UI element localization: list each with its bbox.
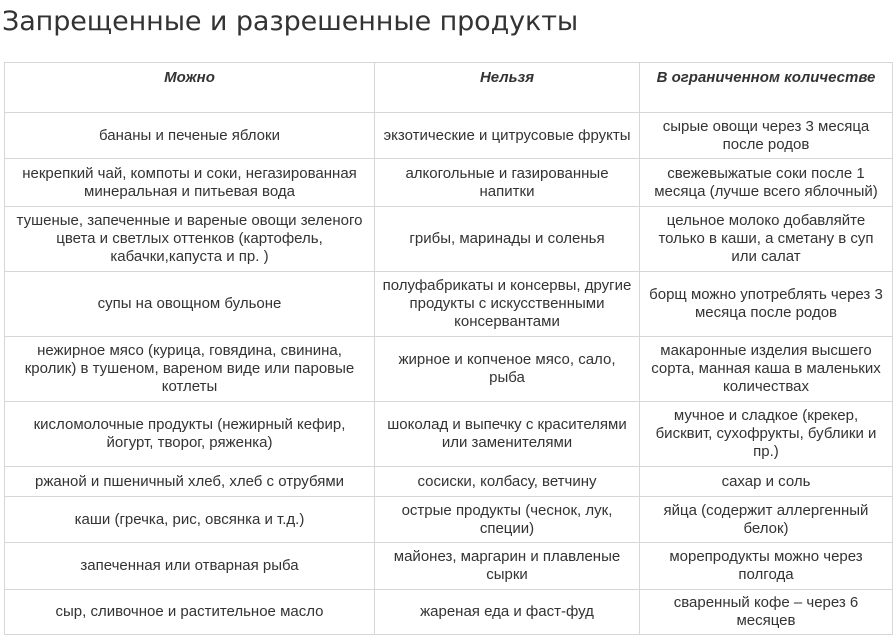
cell-forbidden: жареная еда и фаст-фуд	[375, 590, 640, 635]
cell-allowed: каши (гречка, рис, овсянка и т.д.)	[5, 497, 375, 543]
cell-forbidden: экзотические и цитрусовые фрукты	[375, 113, 640, 159]
cell-limited: сырые овощи через 3 месяца после родов	[640, 113, 893, 159]
table-row	[5, 590, 893, 635]
cell-allowed: некрепкий чай, компоты и соки, негазированная минеральная и питьевая вода	[5, 159, 375, 207]
table-row	[5, 272, 893, 337]
cell-forbidden: сосиски, колбасу, ветчину	[375, 467, 640, 497]
header-limited: В ограниченном количестве	[640, 63, 893, 113]
cell-allowed: ржаной и пшеничный хлеб, хлеб с отрубями	[5, 467, 375, 497]
table-row	[5, 113, 893, 159]
cell-forbidden: майонез, маргарин и плавленые сырки	[375, 543, 640, 590]
page-title: Запрещенные и разрешенные продукты	[2, 6, 579, 37]
table-row	[5, 207, 893, 272]
cell-forbidden: полуфабрикаты и консервы, другие продукты с искусственными консервантами	[375, 272, 640, 337]
cell-allowed: кисломолочные продукты (нежирный кефир, йогурт, творог, ряженка)	[5, 402, 375, 467]
cell-allowed: супы на овощном бульоне	[5, 272, 375, 337]
cell-limited: морепродукты можно через полгода	[640, 543, 893, 590]
cell-allowed: запеченная или отварная рыба	[5, 543, 375, 590]
table-row	[5, 497, 893, 543]
cell-forbidden: алкогольные и газированные напитки	[375, 159, 640, 207]
table-header-row	[5, 63, 893, 113]
cell-forbidden: шоколад и выпечку с красителями или заменителями	[375, 402, 640, 467]
cell-limited: мучное и сладкое (крекер, бисквит, сухофрукты, бублики и пр.)	[640, 402, 893, 467]
table-row	[5, 159, 893, 207]
cell-limited: макаронные изделия высшего сорта, манная каша в маленьких количествах	[640, 337, 893, 402]
cell-limited: свежевыжатые соки после 1 месяца (лучше всего яблочный)	[640, 159, 893, 207]
table-row	[5, 402, 893, 467]
cell-allowed: нежирное мясо (курица, говядина, свинина, кролик) в тушеном, вареном виде или паровые котлеты	[5, 337, 375, 402]
cell-forbidden: грибы, маринады и соленья	[375, 207, 640, 272]
cell-limited: цельное молоко добавляйте только в каши, а сметану в суп или салат	[640, 207, 893, 272]
table-row	[5, 467, 893, 497]
cell-allowed: бананы и печеные яблоки	[5, 113, 375, 159]
header-forbidden: Нельзя	[375, 63, 640, 113]
table-row	[5, 337, 893, 402]
cell-limited: яйца (содержит аллергенный белок)	[640, 497, 893, 543]
cell-allowed: сыр, сливочное и растительное масло	[5, 590, 375, 635]
cell-allowed: тушеные, запеченные и вареные овощи зеленого цвета и светлых оттенков (картофель, кабачки,капуста и пр. )	[5, 207, 375, 272]
cell-forbidden: острые продукты (чеснок, лук, специи)	[375, 497, 640, 543]
food-table	[4, 62, 893, 635]
cell-forbidden: жирное и копченое мясо, сало, рыба	[375, 337, 640, 402]
header-allowed: Можно	[5, 63, 375, 113]
table-row	[5, 543, 893, 590]
cell-limited: борщ можно употреблять через 3 месяца после родов	[640, 272, 893, 337]
cell-limited: сваренный кофе – через 6 месяцев	[640, 590, 893, 635]
cell-limited: сахар и соль	[640, 467, 893, 497]
